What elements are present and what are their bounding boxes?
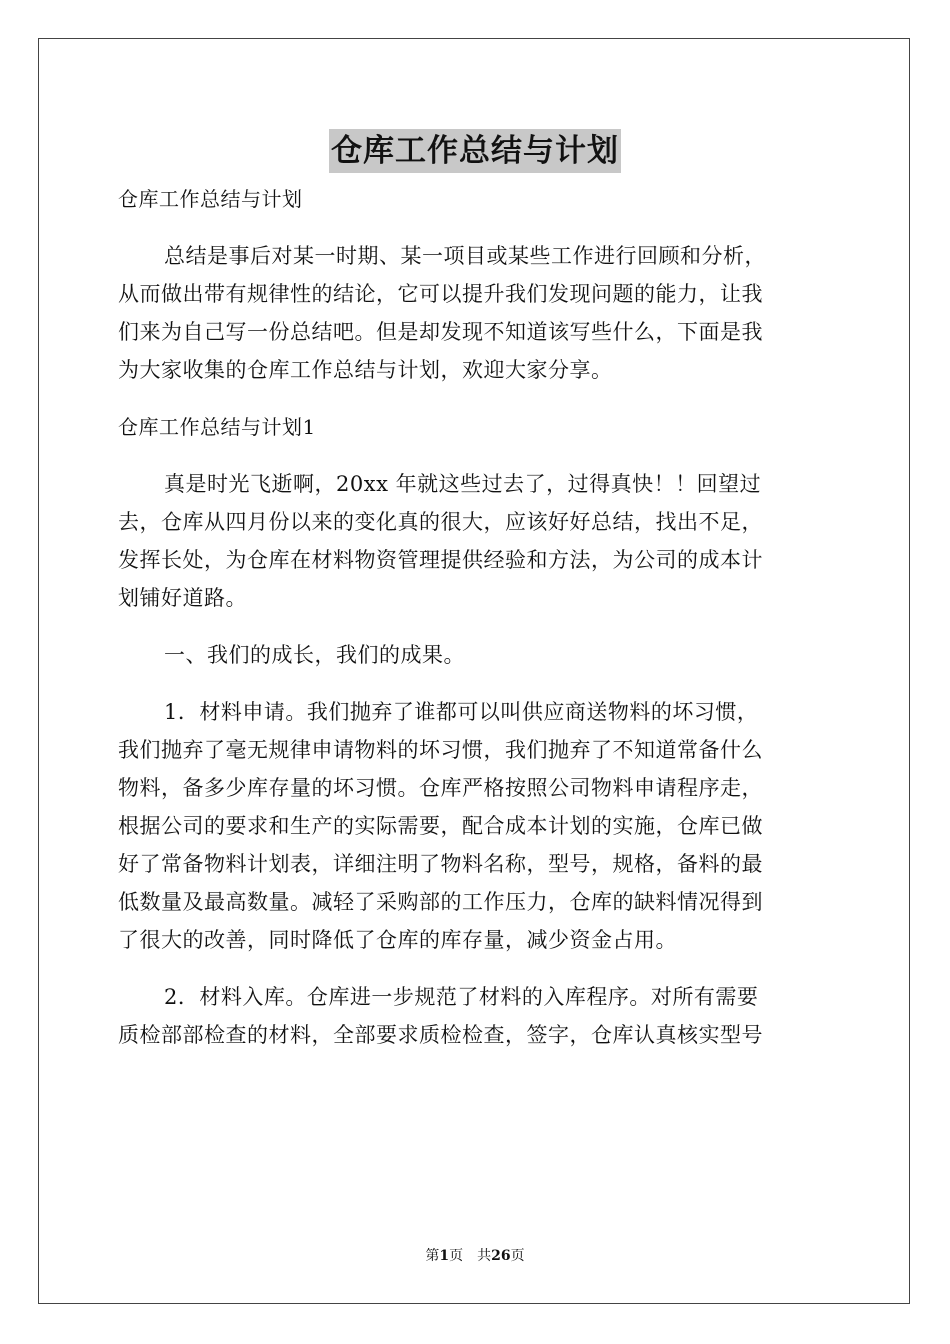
item-2-paragraph [118,978,832,1054]
document-body [118,180,832,1054]
page-unit: 页 [449,1248,464,1264]
document-title-text: 仓库工作总结与计划 [329,129,621,173]
page-footer [0,1246,950,1266]
paragraph-line: 去，仓库从四月份以来的变化真的很大，应该好好总结，找出不足， [118,510,763,534]
item-1-line: 低数量及最高数量。减轻了采购部的工作压力，仓库的缺料情况得到 [118,890,763,914]
item-1-line: 物料，备多少库存量的坏习惯。仓库严格按照公司物料申请程序走， [118,776,763,800]
intro-line: 总结是事后对某一时期、某一项目或某些工作进行回顾和分析， [164,244,766,268]
paragraph-line: 发挥长处，为仓库在材料物资管理提供经验和方法，为公司的成本计 [118,548,763,572]
intro-line: 们来为自己写一份总结吧。但是却发现不知道该写些什么，下面是我 [118,320,763,344]
paragraph-1 [118,465,832,617]
page-prefix: 第 [425,1248,440,1264]
item-2-line: 2．材料入库。仓库进一步规范了材料的入库程序。对所有需要 [164,985,759,1009]
page-current: 1 [439,1248,450,1264]
item-1-line: 我们抛弃了毫无规律申请物料的坏习惯，我们抛弃了不知道常备什么 [118,738,763,762]
item-2-line: 质检部部检查的材料，全部要求质检检查，签字，仓库认真核实型号 [118,1023,763,1047]
item-1-paragraph [118,693,832,959]
item-1-line: 好了常备物料计划表，详细注明了物料名称，型号，规格，备料的最 [118,852,763,876]
intro-line: 从而做出带有规律性的结论，它可以提升我们发现问题的能力，让我 [118,282,763,306]
item-1-line: 了很大的改善，同时降低了仓库的库存量，减少资金占用。 [118,928,677,952]
intro-line: 为大家收集的仓库工作总结与计划，欢迎大家分享。 [118,358,613,382]
item-1-line: 1．材料申请。我们抛弃了谁都可以叫供应商送物料的坏习惯， [164,700,759,724]
item-1-line: 根据公司的要求和生产的实际需要，配合成本计划的实施，仓库已做 [118,814,763,838]
total-unit: 页 [510,1248,525,1264]
document-title [0,128,950,173]
total-prefix: 共 [477,1248,492,1264]
page-total: 26 [491,1248,511,1264]
intro-paragraph [118,237,832,389]
document-subtitle: 仓库工作总结与计划 [118,187,303,211]
point-heading: 一、我们的成长，我们的成果。 [164,643,465,667]
paragraph-line: 划铺好道路。 [118,586,247,610]
paragraph-line: 真是时光飞逝啊，20xx 年就这些过去了，过得真快！！回望过 [164,472,762,496]
section-heading: 仓库工作总结与计划1 [118,415,316,439]
